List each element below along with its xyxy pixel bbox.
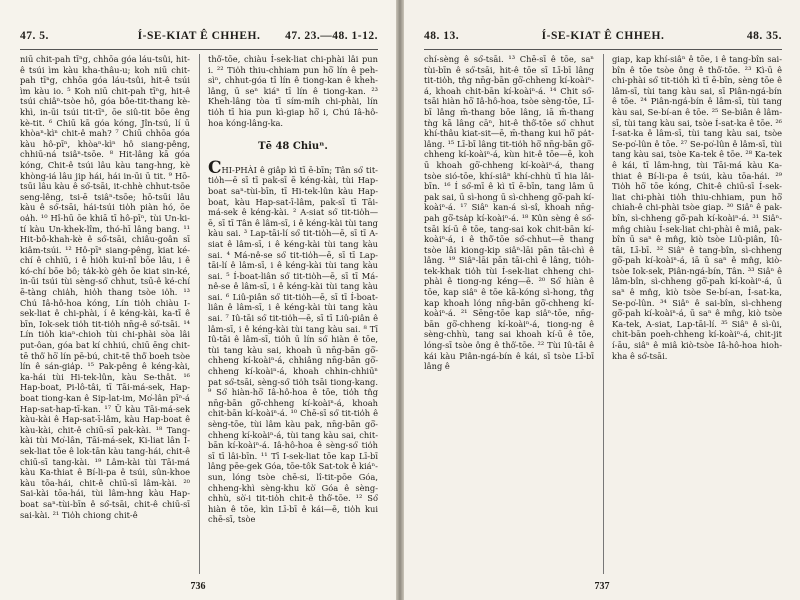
right-page	[404, 0, 800, 600]
right-running-header	[424, 30, 782, 46]
right-column-2	[612, 54, 782, 574]
right-header-ref-start: 48. 13.	[424, 30, 460, 42]
left-column-divider	[199, 54, 200, 574]
chapter-heading: Tē 48 Chiuⁿ.	[258, 141, 328, 153]
chapter-opening-paragraph	[208, 157, 378, 525]
right-header-ref-end: 48. 35.	[746, 30, 782, 42]
left-col1-text: niū chit-pah tīⁿg, chhōa góa láu-tsûi, hit-ê tsúi ìm kàu kha-thâu-u; koh niū chit-pah tīⁿg, chhōa góa láu-tsûi, hit-ê tsúi ìm kàu io. ⁵ Koh niū chit-pah tīⁿg, hit-ê tsúi chiâⁿ-tsòe hô, góa bôe-tit-thang kè-khì, in-ūi tsúi tit-tīⁿ, ōe siû-tit bōe êng kè-tit. ⁶ Chiū kā góa kóng, Jîn-tsú, lí ū khòaⁿ-kìⁿ chit-ê mah? ⁷ Chiū chhōa góa kàu hô-pīⁿ, khòaⁿ-kìⁿ hô siang-pêng, chhiū-ná tsiâⁿ-tsōe. ⁸ Hit-lâng kā góa kóng, Chit-ê tsúi lâu kàu tang-hng, kè khòng-iá lâu jip hái, hái in-ūi ū tit. ⁹ Hō-tsūi lâu kàu ê só͘-tsāi, it-chhè chhut-tsōe seng-lêng, tsi-ē tsiâⁿ-tsōe; hō-tsūi lâu kàu ê só͘-tsāi, hái-tsúi tio̍h piàn hó, ōe oa̍h. ¹⁰ Hî-hū ōe khiā tī hô-pīⁿ, tùi Un-ki-tí kàu Un-khek-lîm, thó-hī lâng bang. ¹¹ Hit-bô-khah-kè ê só͘-tsāi, chiâu-goân sī kiâm-tsúi. ¹² Hô-pīⁿ siang-pêng, kiat ké-chí ê chhiū, i ê hio̍h kui-nî bōe lâu, i ê kó-chí bōe bô; ta̍k-kò ge̍h ōe kiat sin-ké, in-ūi tsúi tùi sèng-só͘ chhut, tsū-ê ké-chí ē-tàng chia̍h, hio̍h thang tsòe io̍h. ¹³ Chú Iâ-hô-hoa kóng, Lín tio̍h chiàu I-sek-liat ê chi-phài, í ê kéng-kài, ka-tī ê bīn, Iok-sek tio̍h tit-tio̍h nn̄g-ê só͘-tsāi. ¹⁴ Lín tio̍h kiaⁿ-chioh tùi chi-phài sòa lâi put-ôan, góa bat kí chhiú, chiū ēng chit-tē thô͘ hō͘ lín pē-bú, chit-tē thô͘ boeh tsòe lín ê sán-gia̍p. ¹⁵ Pak-pêng ê kéng-kài, ka-hái tùi Hi-tek-lûn, kàu Se-thât. ¹⁶ Hap-boat, Pi-lô-tâi, tī Tāi-má-sek, Hap-boat tiong-kan ê Sip-lat-im, Mo͘-lân pīⁿ-á Hap-sat-hap-tī-kan. ¹⁷ Ū kàu Tāi-má-sek kàu-kài ê Hap-sat-ī-lâm, kàu Hap-boat ê kàu-kài, chit-ê chiū-sī pak-kài. ¹⁸ Tang-kài tùi Mo͘-lân, Tāi-má-sek, Ki-liat lân Í-sek-liat tōe ê lok-tān kàu tang-hái, chit-ê chiū-sī tang-kài. ¹⁹ Lâm-kài tùi Tāi-má kàu Ka-thiat ê Bí-li-pa ê tsúi, sûn-khoe kàu tōa-hái, chit-ê chiū-sī lâm-kài. ²⁰ Sai-kài tōa-hái, tùi lâm-hng kàu Hap-boat saⁿ-tùi-bīn ê só͘-tsāi, chit-ê chiū-sī sai-kài. ²¹ Tio̍h chiong chit-ê	[20, 54, 190, 520]
right-header-title: Í-SE-KIAT Ê CHHEH.	[541, 30, 665, 42]
left-header-rule	[20, 49, 378, 50]
right-column-divider	[603, 54, 604, 574]
drop-cap: C	[208, 157, 222, 178]
right-column-1	[424, 54, 594, 574]
left-col2-top-text: thô͘-tōe, chiàu Í-sek-liat chi-phài lâi pun i. ²² Tio̍h thiu-chhiam pun hō͘ lín ê peh-sìⁿ, chhut-góa tī lín ê tiong-kan ê kheh-lâng, ū seⁿ kiáⁿ tī lín ê tiong-kan. ²³ Kheh-lâng tòa tī sím-mi̍h chi-phài, lín tio̍h tī hia pun kì-giap hō͘ i, Chú Iâ-hô-hoa kóng-lâng-ka.	[208, 54, 378, 128]
right-col1-text: chí-sèng ê só͘-tsāi. ¹³ Chē-sī ê tōe, saⁿ tùi-bīn ê só͘-tsāi, hit-ê tōe sī Lī-bī lâng tit-tio̍h, tn̂g nn̄g-bān gō͘-chheng kí-koàiⁿ-á, khoah chit-bān kí-koàiⁿ-á. ¹⁴ Chit só͘-tsāi hiàn hō͘ Iâ-hô-hoa, tsòe sèng-tōe, Lī-bī lâng m̄-thang bōe lâng, iā m̄-thang tǹg kā lâng cāⁿ, hit-ê thô͘-tōe só͘ chhut khí-thâu kiat-sit—ē, m̄-thang kui hō͘ pa̍t-lâng. ¹⁵ Lī-bī lâng tit-tio̍h hō͘ nn̄g-bān gō͘-chheng kí-koàiⁿ-á, kùn hit-ê tōe—ē, koh ū khoah gō͘-chheng kí-koàiⁿ-á, thang tsòe sió-tōe, khí-siâⁿ khí-chhù tī hia lâi-bīn. ¹⁶ Í só͘-mī ê kì tī ē-bīn, tang lâm ū pak sai, ū sì-hong ū sì-chheng gō͘-pah kí-koàiⁿ-á. ¹⁷ Siâⁿ kan-á sì-sî, khoah nn̄g-pah gō͘-tsa̍p kí-koàiⁿ-á. ¹⁸ Kûn sèng ê só͘-tsāi kí-ū ê tōe, tang-sai kok chit-bān kí-koàiⁿ-á, i ê thô͘-tōe só͘-chhut—ē thang tsòe lâi kiong-kip siâⁿ-lāi pān tāi-chì ê lâng. ¹⁹ Siâⁿ-lāi pān tāi-chì ê lâng, tio̍h-tek-khak tio̍h tùi Í-sek-liat chheng chi-phài ê tiong-ng kéng—ē. ²⁰ Só͘ hiàn ê tōe, kap siâⁿ ê tōe kā-kóng sì-hong, tn̂g kap khoah lóng nn̄g-bān gō͘-chheng kí-koàiⁿ-á. ²¹ Sēng-tōe kap siâⁿ-tōe, nn̄g-bān gō͘-chheng kí-koàiⁿ-á, tiong-ng ê sèng-chhù, tang sai khoah kí-ū ê tōe, lóng-sī tsòe ông ê thô͘-tōe. ²² Tùi Iû-tāi ê kái kàu Piân-ngá-bín ê kái, sī tsòe Lī-bī lâng ê	[424, 54, 594, 372]
left-page	[0, 0, 396, 600]
book-gutter	[396, 0, 404, 600]
right-columns	[424, 54, 782, 580]
left-running-header	[20, 30, 378, 46]
right-header-rule	[424, 49, 782, 50]
left-column-2	[208, 54, 378, 574]
left-header-title: Í-SE-KIAT Ê CHHEH.	[137, 30, 261, 42]
left-columns	[20, 54, 378, 580]
left-column-1	[20, 54, 190, 574]
left-col2-bottom-text: HI-PHÀI ê giâp kì tī ē-bīn; Tân só͘ tit-tio̍h—ē sī tī pak-sī ē kéng-kài, tùi Hap-boat saⁿ-tùi-bīn, tī Hi-tek-lûn kàu Hap-boat, kàu Hap-sat-ī-lâm, pak-sī tī Tāi-má-sek ê kéng-kài. ² A-siat só͘ tit-tio̍h—ē, sī tī Tân ê lâm-sī, i ê kéng-kài tùi tang kàu sai. ³ Lap-tāi-lí só͘ tit-tio̍h—ē, sī tī A-siat ê lâm-sī, i ê kéng-kài tùi tang kàu sai. ⁴ Má-nê-se só͘ tit-tio̍h—ē, sī tī Lap-tāi-lí ê lâm-sī, i ê kéng-kài tùi tang kàu sai. ⁵ Í-boat-liân só͘ tit-tio̍h—ē, sī tī Má-nê-se ê lâm-sī, i ê kéng-kài tùi tang kàu sai. ⁶ Liû-piân só͘ tit-tio̍h—ē, sī tī Í-boat-liân ê lâm-sī, i ê kéng-kài tùi tang kàu sai. ⁷ Iû-tāi só͘ tit-tio̍h—ē, sī tī Liû-piân ê lâm-sī, i ê kéng-kài tùi tang kàu sai. ⁸ Tī Iû-tāi ê lâm-sī, tio̍h ū lín só͘ hiàn ê tōe, tùi tang kàu sai, khoah ū nn̄g-bān gō͘-chheng kí-koàiⁿ-á, chhiâng nn̄g-bān gō͘-chheng kí-koàiⁿ-á, khoah chhin-chhiūⁿ pat só͘-tsāi, sèng-só͘ tio̍h tsāi tiong-kang. ⁹ Só͘ hiàn-hō͘ Iâ-hô-hoa ê tōe, tio̍h tn̂g nn̄g-bān gō͘-chheng kí-koàiⁿ-á, khoah chit-bān kí-koàiⁿ-á. ¹⁰ Chē-sī só͘ tit-tio̍h ê sèng-tōe, tùi lâm kàu pak, nn̄g-bān gō͘-chheng kí-koàiⁿ-á, tùi tang kàu sai, chit-bān kí-koàiⁿ-á. Iâ-hô-hoa ê sèng-só͘ tio̍h sī tī lâi-bīn. ¹¹ Tī I-sek-liat tōe kap Lī-bī lâng pēe-gek Góa, tōe-tôk Sat-tok ê kiáⁿ-sun, lóng tsòe chē-si, lî-tit-pōe Góa, chheng-khì sèng-khu kò͘ Góa ê sèng-chhù, sò͘-i tit-tio̍h chit-ê thô͘-tōe. ¹² Só͘ hiàn ê tōe, kìn Lī-bī ê kái—ē, tio̍h kui chē-sī, tsòe	[208, 164, 378, 525]
right-col2-text: giap, kap khí-siâⁿ ê tōe, i ê tang-bîn sai-bîn ê tōe tsòe ông ê thô͘-tōe. ²³ Kì-ū ê chi-phài só͘ tit-tio̍h kì tī ē-bīn, sèng tōe ê lâm-sī, tùi tang kàu sai, sī Piân-ngá-bín ê tōe. ²⁴ Piân-ngá-bín ê lâm-sī, tùi tang kàu sai, Se-bí-an ê tōe. ²⁵ Se-biân ê lâm-sī, tùi tang kàu sai, tsòe Í-sat-ka ê tōe. ²⁶ Í-sat-ka ê lâm-sī, tùi tang kàu sai, tsòe Se-po͘-lûn ê tōe. ²⁷ Se-po͘-lûn ê lâm-sī, tùi tang kàu sai, tsòe Ka-tek ê tōe. ²⁸ Ka-tek ê kái, tī lâm-hng, tùi Tāi-má kàu Ka-thiat ê Bí-li-pa ê tsúi, kàu tōa-hái. ²⁹ Tio̍h hō͘ tōe kóng, Chit-ê chiū-sī Í-sek-liat chi-phài tio̍h thiu-chhiam, pun hō͘ chiah-ê chi-phài tsòe giap. ³⁰ Siâⁿ ê pak-bîn, sì-chheng gō͘-pah kí-koàiⁿ-á. ³¹ Siâⁿ-mn̂g chiàu Í-sek-liat chi-phài ê miâ, pak-bîn ū saⁿ ê mn̂g, kiò tsòe Liû-piân, Iû-tāi, Lī-bī. ³² Siâⁿ ê tang-bîn, sì-chheng gō͘-pah kí-koàiⁿ-á, iā ū saⁿ ê mn̂g, kiò-tsòe Iok-sek, Piân-ngá-bín, Tân. ³³ Siâⁿ ê lâm-bîn, sì-chheng gō͘-pah kí-koàiⁿ-á, ū saⁿ ê mn̂g, kiò tsòe Se-bí-an, Í-sat-ka, Se-po͘-lûn. ³⁴ Siâⁿ ê sai-bîn, sì-chheng gō͘-pah kí-koàiⁿ-á, ū saⁿ ê mn̂g, kiò tsòe Ka-tek, A-siat, Lap-tāi-lí. ³⁵ Siâⁿ ê sì-ûi, chit-bān poeh-chheng kí-koàiⁿ-á, chit-jit í-āu, siâⁿ ê miâ kiò-tsòe Iâ-hô-hoa hioh-kha ê só͘-tsāi.	[612, 54, 782, 361]
left-page-number: 736	[190, 581, 206, 592]
left-header-ref-end: 47. 23.—48. 1-12.	[285, 30, 378, 42]
left-header-ref-start: 47. 5.	[20, 30, 49, 42]
right-page-number: 737	[594, 581, 610, 592]
